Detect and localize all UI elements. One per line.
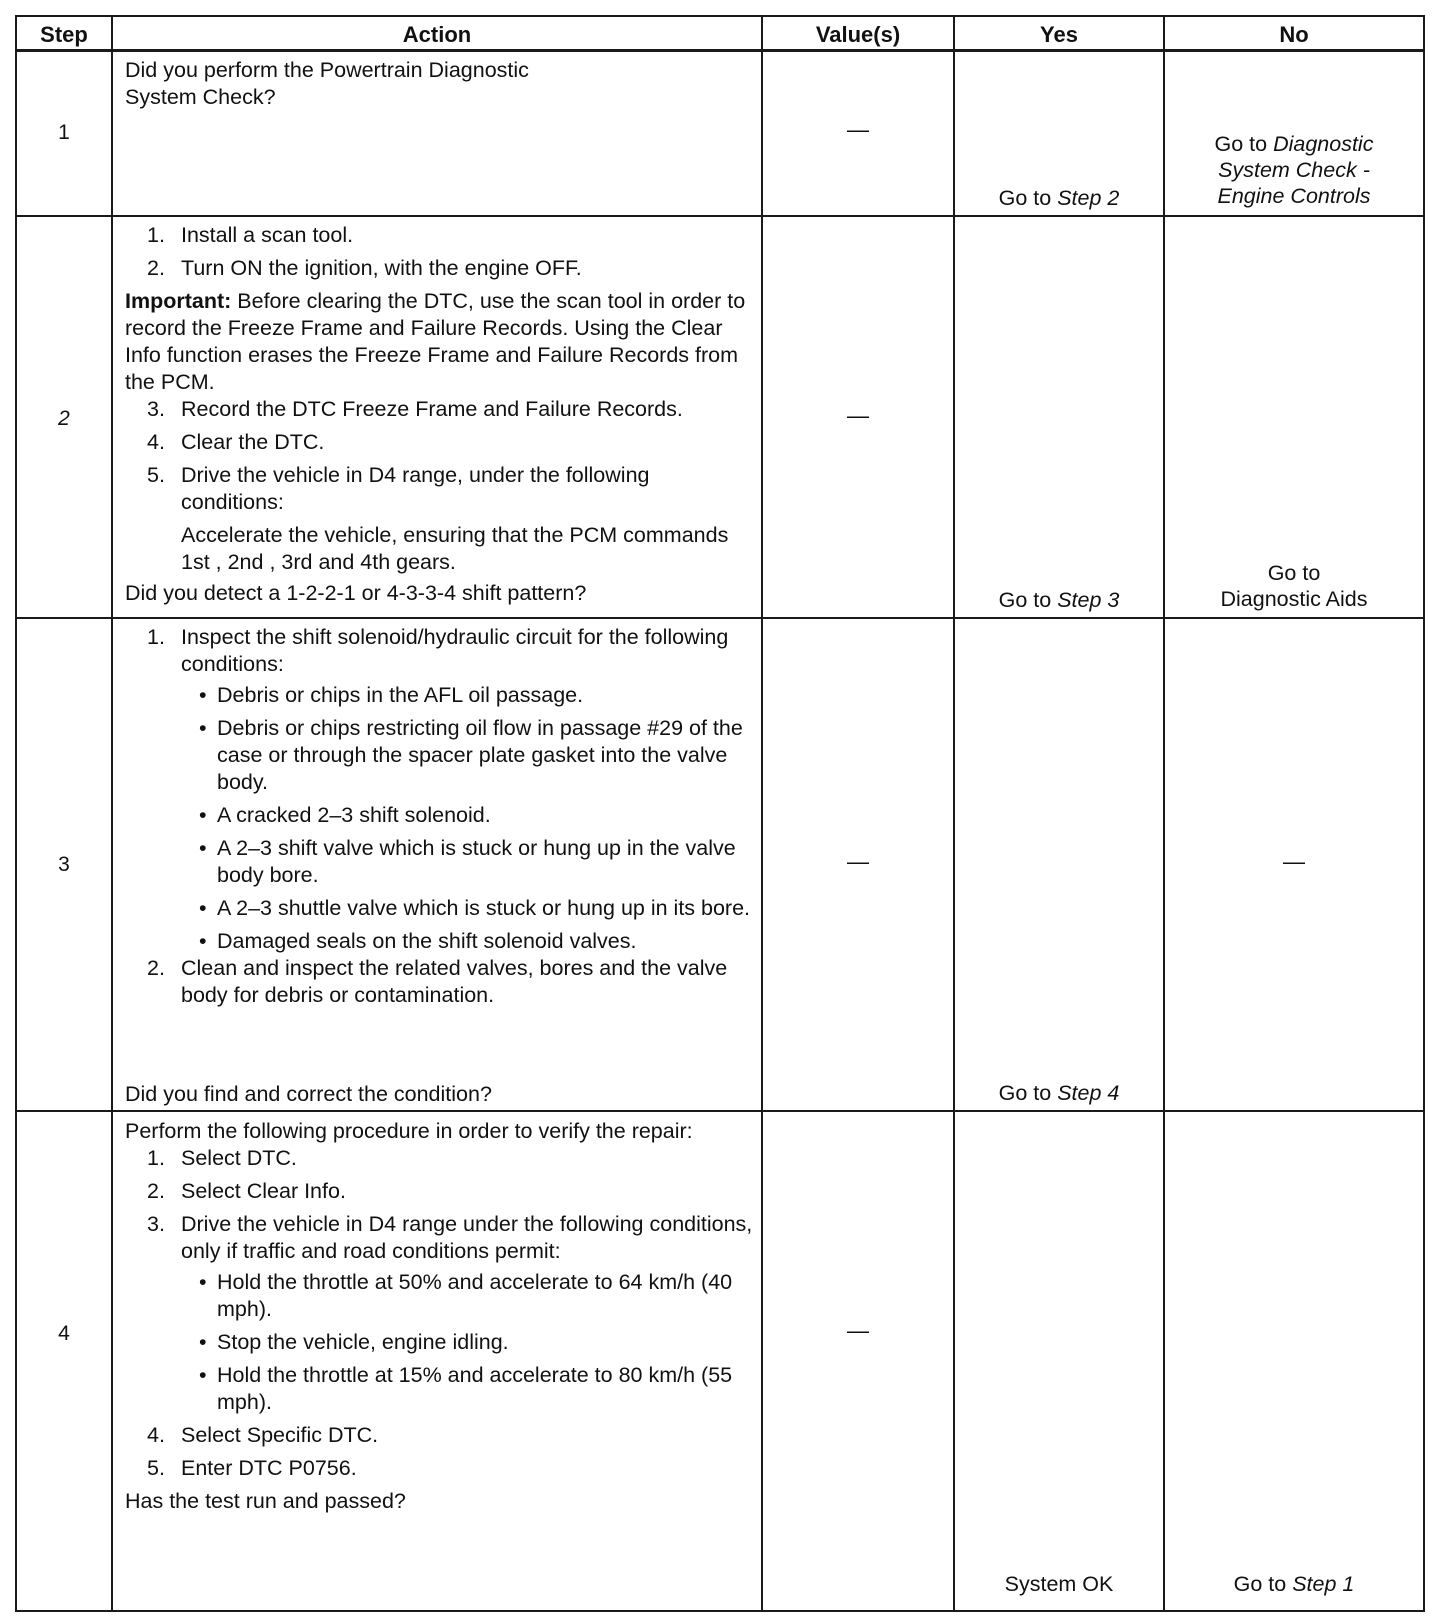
list-item: 1. Select DTC. [147,1146,297,1170]
row-divider [17,215,1423,217]
bullet-item: • Stop the vehicle, engine idling. [125,1329,755,1356]
value-text: — [847,117,869,142]
bullet-item: • Hold the throttle at 50% and accelerate to 64 km/h (40 mph). [125,1269,755,1323]
bullet-item: • A 2–3 shift valve which is stuck or hung up in the valve body bore. [125,835,755,889]
list-item: 3. Record the DTC Freeze Frame and Failure Records. [147,397,683,421]
header-step: Step [40,22,88,47]
no-value: — [1283,849,1305,874]
column-divider [953,17,955,1610]
list-item: 5. Drive the vehicle in D4 range, under the following conditions: [147,463,650,514]
column-divider [111,17,113,1610]
value-text: — [847,1318,869,1343]
yes-result[interactable]: System OK [1004,1572,1114,1596]
diagnostic-table [15,15,1425,1612]
yes-link[interactable]: Go to Step 2 [998,186,1120,210]
yes-link[interactable]: Go to Step 3 [998,588,1120,612]
column-divider [1163,17,1165,1610]
no-link[interactable]: Go to Step 1 [1233,1572,1355,1596]
question-text: System Check? [125,85,276,109]
list-item: 4. Clear the DTC. [147,430,325,454]
step-number: 2 [58,407,70,430]
bullet-item: • Hold the throttle at 15% and accelerate to 80 km/h (55 mph). [125,1362,755,1416]
list-item: 3. Drive the vehicle in D4 range under the following conditions, only if traffic and road conditions permit: [147,1212,753,1263]
column-divider [761,17,763,1610]
action-text [125,222,755,607]
list-item: 2. Clean and inspect the related valves, bores and the valve body for debris or contamination. [147,956,728,1007]
condition-text: Accelerate the vehicle, ensuring that the PCM commands 1st , 2nd , 3rd and 4th gears. [181,523,729,574]
yes-link[interactable]: Go to Step 4 [998,1081,1120,1105]
important-note: Important: Before clearing the DTC, use the scan tool in order to record the Freeze Frame and Failure Records. Using the Clear Info function erases the Freeze Frame and Failure Records from the PCM. [125,289,746,394]
question-text: Did you find and correct the condition? [125,1082,492,1106]
bullet-item: • Damaged seals on the shift solenoid valves. [125,928,755,955]
header-yes: Yes [1040,22,1078,47]
value-text: — [847,403,869,428]
list-item: 4. Select Specific DTC. [147,1423,379,1447]
question-text: Has the test run and passed? [125,1489,406,1513]
header-action: Action [402,22,472,47]
question-text: Did you perform the Powertrain Diagnostic [125,58,529,82]
list-item: 5. Enter DTC P0756. [147,1456,357,1480]
step-number: 1 [58,121,70,144]
row-divider [17,1110,1423,1112]
intro-text: Perform the following procedure in order to verify the repair: [125,1119,693,1143]
step-number: 4 [58,1322,70,1345]
action-text [125,1118,755,1515]
bullet-item: • Debris or chips restricting oil flow in passage #29 of the case or through the spacer plate gasket into the valve body. [125,715,755,796]
list-item: 2. Select Clear Info. [147,1179,346,1203]
header-values: Value(s) [815,22,901,47]
question-text: Did you detect a 1-2-2-1 or 4-3-3-4 shift pattern? [125,581,587,605]
action-text [125,57,745,111]
no-link[interactable]: Go to Diagnostic System Check - Engine Controls [1214,132,1374,208]
step-number: 3 [58,853,70,876]
value-text: — [847,849,869,874]
row-divider [17,617,1423,619]
bullet-item: • A 2–3 shuttle valve which is stuck or hung up in its bore. [125,895,755,922]
list-item: 1. Inspect the shift solenoid/hydraulic circuit for the following conditions: [147,625,729,676]
list-item: 2. Turn ON the ignition, with the engine OFF. [147,256,582,280]
bullet-item: • Debris or chips in the AFL oil passage. [125,682,755,709]
action-text [125,624,755,1009]
bullet-item: • A cracked 2–3 shift solenoid. [125,802,755,829]
list-item: 1. Install a scan tool. [147,223,354,247]
header-no: No [1279,22,1309,47]
no-link[interactable]: Go to Diagnostic Aids [1220,561,1368,611]
